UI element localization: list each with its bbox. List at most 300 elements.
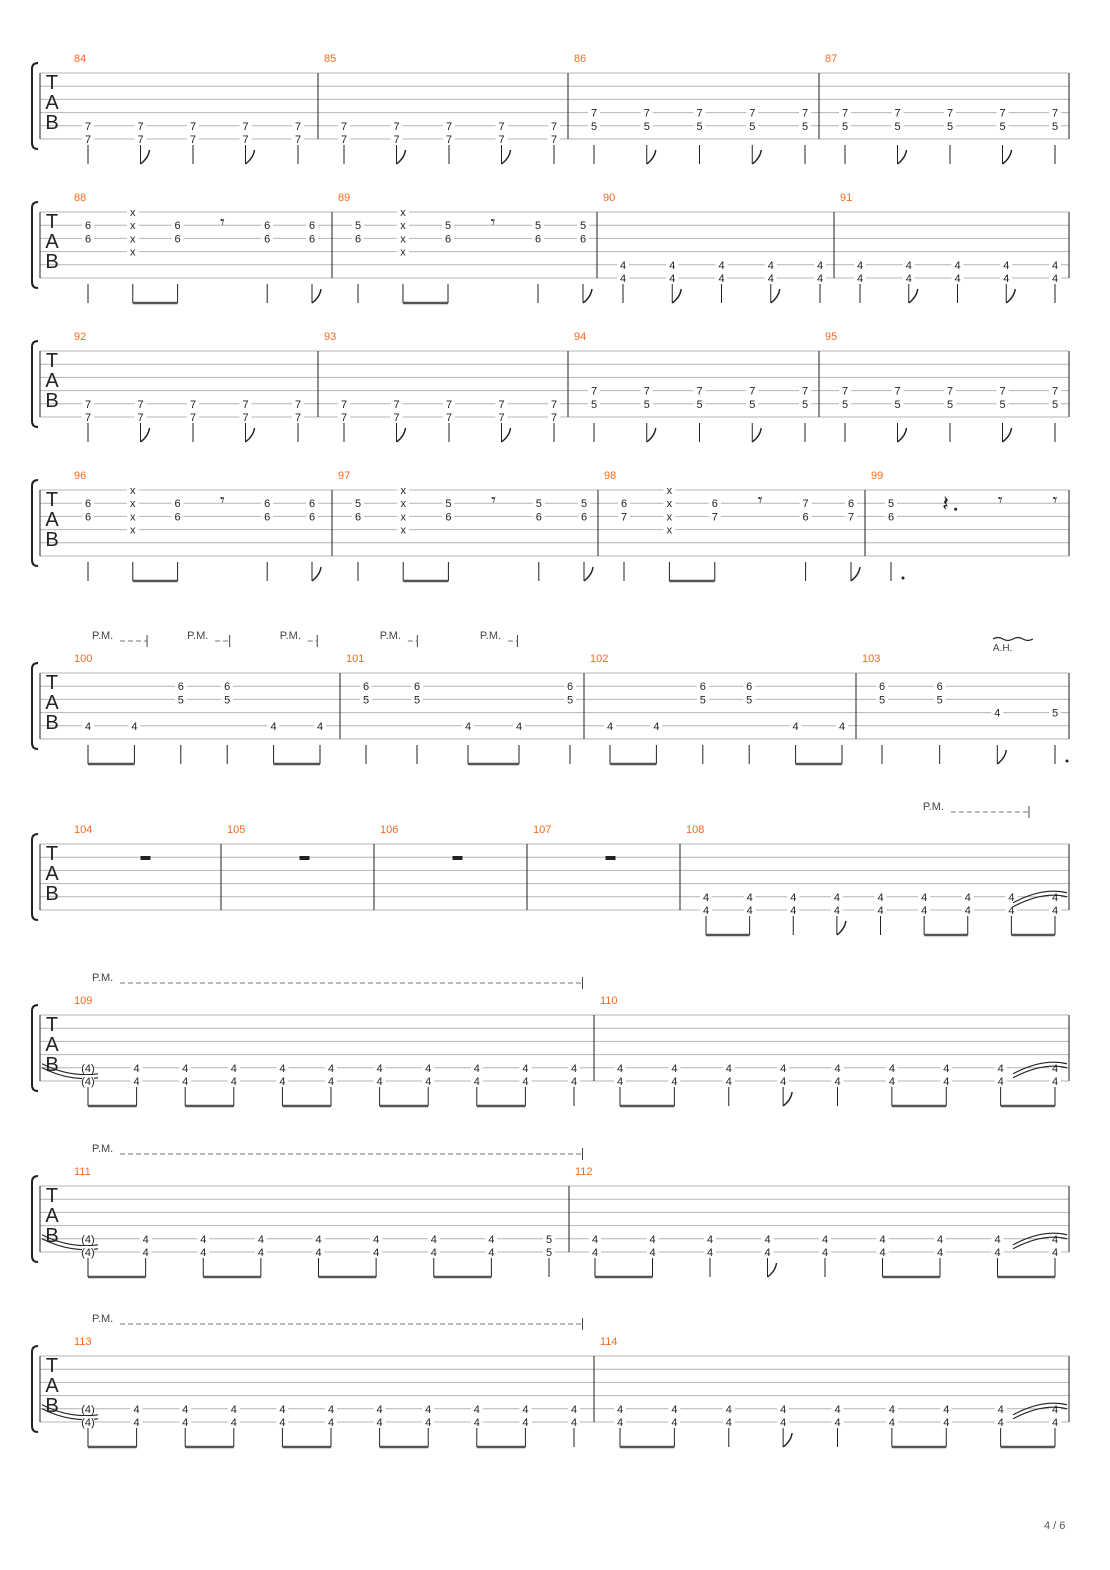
measure-number: 87 [825, 53, 838, 65]
fret-number: (4) [81, 1403, 95, 1416]
tab-clef-letter: A [45, 509, 59, 531]
fret-number: 7 [498, 398, 505, 411]
fret-number: 7 [393, 398, 400, 411]
fret-number: 4 [376, 1062, 383, 1075]
fret-number: 7 [294, 134, 302, 146]
tab-clef-letter: B [45, 1054, 59, 1076]
fret-number: 4 [376, 1076, 383, 1088]
dead-note: x [400, 511, 406, 524]
fret-number: 6 [264, 498, 271, 511]
fret-number: 6 [174, 220, 181, 233]
measure-86 [574, 53, 811, 164]
fret-number: 4 [230, 1062, 237, 1075]
fret-number: 4 [488, 1247, 495, 1259]
flag [502, 150, 511, 164]
measure-number: 102 [590, 653, 609, 665]
fret-number: 7 [84, 120, 92, 133]
measure-number: 113 [74, 1336, 92, 1348]
fret-number: 4 [718, 273, 725, 285]
flag [752, 428, 761, 442]
fret-number: 4 [522, 1417, 529, 1429]
fret-number: 4 [133, 1403, 140, 1416]
fret-number: 4 [921, 905, 928, 917]
fret-number: 4 [834, 1076, 841, 1088]
tab-clef-letter: B [45, 1225, 59, 1247]
dead-note: x [130, 511, 136, 524]
fret-number: 4 [200, 1233, 207, 1246]
fret-number: 4 [954, 273, 961, 285]
dead-note: x [400, 220, 406, 233]
fret-number: 4 [706, 1233, 714, 1246]
flag [837, 921, 846, 935]
system-bracket [32, 834, 38, 920]
eighth-rest: 𝄾 [1052, 490, 1058, 511]
fret-number: 5 [699, 694, 706, 707]
tab-clef-letter: T [45, 672, 59, 694]
artificial-harmonic-label: A.H. [992, 643, 1013, 654]
flag [583, 289, 592, 303]
fret-number: 4 [997, 1076, 1004, 1088]
measure-85 [324, 53, 560, 164]
tab-clef-letter: A [45, 863, 59, 885]
measure-number: 108 [686, 824, 705, 836]
fret-number: 6 [264, 233, 271, 246]
eighth-rest: 𝄾 [220, 490, 225, 511]
fret-number: 7 [590, 385, 598, 398]
fret-number: 5 [1051, 398, 1059, 411]
fret-number: 4 [373, 1233, 380, 1246]
fret-number: 5 [894, 398, 901, 411]
fret-number: 4 [877, 905, 884, 917]
fret-number: 5 [887, 498, 895, 511]
fret-number: 5 [362, 694, 370, 707]
fret-number: 4 [182, 1062, 189, 1075]
fret-number: 4 [1051, 273, 1059, 285]
fret-number: 4 [879, 1233, 886, 1246]
fret-number: 4 [649, 1247, 656, 1259]
fret-number: 6 [308, 233, 316, 246]
flag [141, 150, 150, 164]
fret-number: 6 [354, 233, 362, 246]
measure-number: 85 [324, 53, 337, 65]
fret-number: 6 [362, 681, 370, 694]
fret-number: 6 [413, 681, 421, 694]
palm-mute-label: P.M. [92, 630, 114, 642]
fret-number: 5 [579, 220, 587, 233]
tab-clef-letter: A [45, 92, 59, 114]
staff-system [32, 630, 1069, 764]
fret-number: 5 [801, 120, 809, 133]
fret-number: 7 [189, 134, 197, 146]
flag [783, 1092, 792, 1106]
fret-number: 4 [182, 1417, 189, 1429]
fret-number: 4 [616, 1403, 624, 1416]
fret-number: 4 [936, 1247, 944, 1259]
tab-clef-letter: A [45, 1205, 59, 1227]
fret-number: 5 [1051, 120, 1059, 133]
fret-number: 7 [894, 107, 901, 120]
staff-system [32, 1313, 1069, 1447]
harmonic-wave [993, 638, 1033, 641]
dead-note: x [400, 233, 406, 246]
fret-number: 6 [308, 511, 316, 524]
measure-number: 97 [338, 470, 351, 482]
fret-number: 4 [702, 891, 710, 904]
measure-number: 112 [575, 1166, 593, 1178]
fret-number: 6 [878, 681, 886, 694]
fret-number: 7 [137, 412, 144, 424]
dead-note: x [666, 498, 673, 511]
staff-system [32, 192, 1069, 303]
flag [397, 428, 406, 442]
fret-number: 5 [749, 398, 756, 411]
fret-number: 4 [834, 1417, 841, 1429]
fret-number: 5 [413, 694, 421, 707]
fret-number: 4 [653, 720, 660, 733]
fret-number: 4 [943, 1403, 950, 1416]
dead-note: x [130, 246, 136, 259]
fret-number: 6 [566, 681, 574, 694]
measure-number: 93 [324, 331, 337, 343]
flag [312, 567, 321, 581]
fret-number: 4 [131, 720, 138, 733]
measure-number: 103 [862, 653, 881, 665]
fret-number: 4 [257, 1233, 264, 1246]
half-rest [300, 856, 310, 860]
fret-number: 4 [725, 1062, 732, 1075]
fret-number: 4 [702, 905, 710, 917]
fret-number: 4 [182, 1403, 189, 1416]
flag [771, 289, 780, 303]
fret-number: 6 [847, 498, 855, 511]
measure-102 [590, 653, 848, 764]
flag [1006, 289, 1015, 303]
system-bracket [32, 1346, 38, 1432]
fret-number: 4 [473, 1403, 480, 1416]
fret-number: 7 [445, 412, 453, 424]
eighth-rest: 𝄾 [997, 490, 1003, 511]
flag [397, 150, 406, 164]
dead-note: x [400, 524, 406, 537]
fret-number: 4 [718, 259, 725, 272]
fret-number: 5 [566, 694, 574, 707]
tab-clef-letter: A [45, 1034, 59, 1056]
measure-number: 99 [871, 470, 884, 482]
fret-number: 5 [878, 694, 886, 707]
system-bracket [32, 63, 38, 149]
fret-number: 4 [834, 1403, 841, 1416]
measure-number: 109 [74, 995, 93, 1007]
measure-90 [603, 192, 826, 303]
fret-number: 4 [888, 1403, 895, 1416]
fret-number: 4 [838, 720, 846, 733]
fret-number: 4 [591, 1247, 599, 1259]
fret-number: 7 [498, 134, 505, 146]
fret-number: 4 [790, 905, 797, 917]
measure-number: 94 [574, 331, 587, 343]
fret-number: 5 [801, 398, 809, 411]
measure-88 [74, 192, 321, 303]
fret-number: 7 [711, 511, 718, 524]
tab-clef-letter: B [45, 883, 59, 905]
dot [954, 508, 957, 511]
half-rest [453, 856, 463, 860]
fret-number: 6 [224, 681, 231, 694]
palm-mute-label: P.M. [187, 630, 209, 642]
staff-system [32, 53, 1069, 164]
fret-number: 7 [696, 107, 703, 120]
fret-number: 7 [801, 107, 809, 120]
flag [672, 289, 681, 303]
fret-number: 7 [189, 398, 197, 411]
measure-106 [380, 824, 463, 860]
tab-clef-letter: A [45, 692, 59, 714]
fret-number: 7 [242, 120, 249, 133]
fret-number: 4 [522, 1062, 529, 1075]
fret-number: 4 [780, 1076, 787, 1088]
fret-number: 4 [84, 720, 92, 733]
page-number: 4 / 6 [1044, 1520, 1066, 1532]
fret-number: 4 [425, 1417, 432, 1429]
fret-number: 7 [294, 120, 302, 133]
fret-number: 5 [999, 398, 1006, 411]
dead-note: x [666, 524, 673, 537]
palm-mute-label: P.M. [279, 630, 301, 642]
measure-number: 96 [74, 470, 87, 482]
dead-note: x [130, 233, 136, 246]
fret-number: 7 [620, 511, 628, 524]
fret-number: 7 [393, 120, 400, 133]
fret-number: 4 [1051, 905, 1059, 917]
fret-number: 6 [444, 233, 452, 246]
fret-number: 4 [725, 1417, 732, 1429]
tab-clef-letter: B [45, 529, 59, 551]
fret-number: 7 [802, 498, 809, 511]
fret-number: 4 [133, 1062, 140, 1075]
palm-mute-label: P.M. [92, 1143, 114, 1155]
fret-number: 4 [1051, 1076, 1059, 1088]
fret-number: 7 [946, 385, 954, 398]
fret-number: 4 [706, 1247, 714, 1259]
system-bracket [32, 341, 38, 427]
fret-number: 4 [373, 1247, 380, 1259]
fret-number: 4 [327, 1062, 335, 1075]
tab-clef-letter: T [45, 211, 59, 233]
fret-number: 5 [643, 120, 650, 133]
fret-number: 4 [1051, 1233, 1059, 1246]
tab-clef-letter: T [45, 1014, 59, 1036]
dot [1066, 760, 1069, 763]
fret-number: 4 [725, 1403, 732, 1416]
fret-number: 6 [84, 511, 92, 524]
dot [902, 577, 905, 580]
flag [1003, 428, 1012, 442]
measure-96 [74, 470, 321, 581]
dead-note: x [666, 485, 673, 497]
fret-number: 4 [182, 1076, 189, 1088]
tab-clef-letter: T [45, 1355, 59, 1377]
fret-number: 7 [1051, 107, 1059, 120]
measure-number: 92 [74, 331, 87, 343]
measure-number: 86 [574, 53, 587, 65]
fret-number: 6 [177, 681, 184, 694]
fret-number: 4 [764, 1233, 771, 1246]
fret-number: 4 [1051, 1247, 1059, 1259]
fret-number: 7 [498, 412, 505, 424]
fret-number: 5 [224, 694, 231, 707]
fret-number: 4 [327, 1403, 335, 1416]
fret-number: 4 [833, 891, 840, 904]
measure-number: 101 [346, 653, 365, 665]
staff-system [32, 331, 1069, 442]
fret-number: 7 [340, 398, 348, 411]
tab-clef-letter: T [45, 843, 59, 865]
half-rest [606, 856, 616, 860]
measure-number: 84 [74, 53, 87, 65]
fret-number: 4 [200, 1247, 207, 1259]
fret-number: 6 [308, 498, 316, 511]
fret-number: 6 [308, 220, 316, 233]
fret-number: 5 [445, 498, 452, 511]
fret-number: 7 [242, 412, 249, 424]
flag [768, 1263, 777, 1277]
fret-number: 4 [780, 1403, 787, 1416]
fret-number: 5 [534, 220, 542, 233]
fret-number: 4 [376, 1417, 383, 1429]
tab-clef-letter: A [45, 231, 59, 253]
flag [647, 150, 656, 164]
fret-number: 5 [354, 220, 362, 233]
system-bracket [32, 480, 38, 566]
fret-number: 6 [580, 511, 588, 524]
flag [997, 750, 1006, 764]
fret-number: 7 [1051, 385, 1059, 398]
dead-note: x [400, 246, 406, 259]
fret-number: 4 [257, 1247, 264, 1259]
fret-number: 4 [327, 1076, 335, 1088]
system-bracket [32, 663, 38, 749]
fret-number: 7 [294, 398, 302, 411]
fret-number: 7 [749, 107, 756, 120]
fret-number: 4 [879, 1247, 886, 1259]
fret-number: 4 [315, 1233, 322, 1246]
measure-number: 114 [600, 1336, 618, 1348]
fret-number: 7 [294, 412, 302, 424]
fret-number: 4 [279, 1062, 286, 1075]
measure-113 [74, 1336, 580, 1447]
measure-number: 89 [338, 192, 351, 204]
tab-clef-letter: B [45, 390, 59, 412]
fret-number: 4 [1051, 1417, 1059, 1429]
fret-number: 4 [279, 1403, 286, 1416]
fret-number: 4 [1051, 891, 1059, 904]
measure-103 [862, 653, 1069, 764]
fret-number: 7 [999, 107, 1006, 120]
measure-number: 106 [380, 824, 399, 836]
flag [141, 428, 150, 442]
tab-clef-letter: A [45, 1375, 59, 1397]
palm-mute-label: P.M. [92, 1313, 114, 1325]
flag [898, 150, 907, 164]
fret-number: 4 [905, 273, 912, 285]
measure-105 [227, 824, 310, 860]
fret-number: 5 [696, 398, 703, 411]
fret-number: 5 [590, 398, 598, 411]
measure-104 [74, 824, 151, 860]
fret-number: 4 [473, 1062, 480, 1075]
fret-number: (4) [81, 1247, 95, 1259]
fret-number: 4 [964, 891, 971, 904]
fret-number: 7 [445, 120, 453, 133]
fret-number: 5 [177, 694, 184, 707]
fret-number: 7 [999, 385, 1006, 398]
measure-109 [74, 995, 580, 1106]
fret-number: 4 [816, 273, 824, 285]
fret-number: 6 [445, 511, 452, 524]
measure-94 [574, 331, 811, 442]
fret-number: 5 [354, 498, 362, 511]
fret-number: 4 [834, 1062, 841, 1075]
fret-number: 6 [264, 511, 271, 524]
fret-number: 5 [643, 398, 650, 411]
palm-mute-label: P.M. [92, 972, 114, 984]
fret-number: 4 [270, 720, 277, 733]
fret-number: 7 [550, 134, 558, 146]
system-bracket [32, 1005, 38, 1091]
fret-number: 5 [841, 120, 849, 133]
fret-number: 6 [264, 220, 271, 233]
measure-number: 105 [227, 824, 246, 836]
dead-note: x [666, 511, 673, 524]
fret-number: 4 [430, 1233, 437, 1246]
measure-101 [346, 653, 576, 764]
flag [584, 567, 593, 581]
fret-number: 6 [84, 498, 92, 511]
fret-number: 4 [425, 1076, 432, 1088]
fret-number: 4 [746, 905, 753, 917]
fret-number: 4 [994, 707, 1001, 720]
measure-87 [825, 53, 1061, 164]
fret-number: 4 [1051, 259, 1059, 272]
flag [312, 289, 321, 303]
flag [1003, 150, 1012, 164]
measure-92 [74, 331, 304, 442]
fret-number: 4 [515, 720, 523, 733]
fret-number: 4 [671, 1062, 678, 1075]
fret-number: 5 [696, 120, 703, 133]
fret-number: 7 [550, 412, 558, 424]
fret-number: 6 [174, 498, 181, 511]
fret-number: 7 [841, 107, 849, 120]
fret-number: 4 [315, 1247, 322, 1259]
fret-number: 4 [1051, 1403, 1059, 1416]
fret-number: 6 [174, 233, 181, 246]
dead-note: x [130, 207, 136, 219]
fret-number: 7 [894, 385, 901, 398]
fret-number: 4 [142, 1233, 149, 1246]
fret-number: 4 [856, 273, 864, 285]
measure-95 [825, 331, 1061, 442]
flag [898, 428, 907, 442]
fret-number: 4 [888, 1417, 895, 1429]
fret-number: 4 [764, 1247, 771, 1259]
fret-number: 6 [802, 511, 809, 524]
fret-number: 4 [943, 1062, 950, 1075]
measure-84 [74, 53, 304, 164]
fret-number: 4 [1003, 273, 1010, 285]
tab-clef-letter: B [45, 251, 59, 273]
fret-number: 7 [445, 134, 453, 146]
